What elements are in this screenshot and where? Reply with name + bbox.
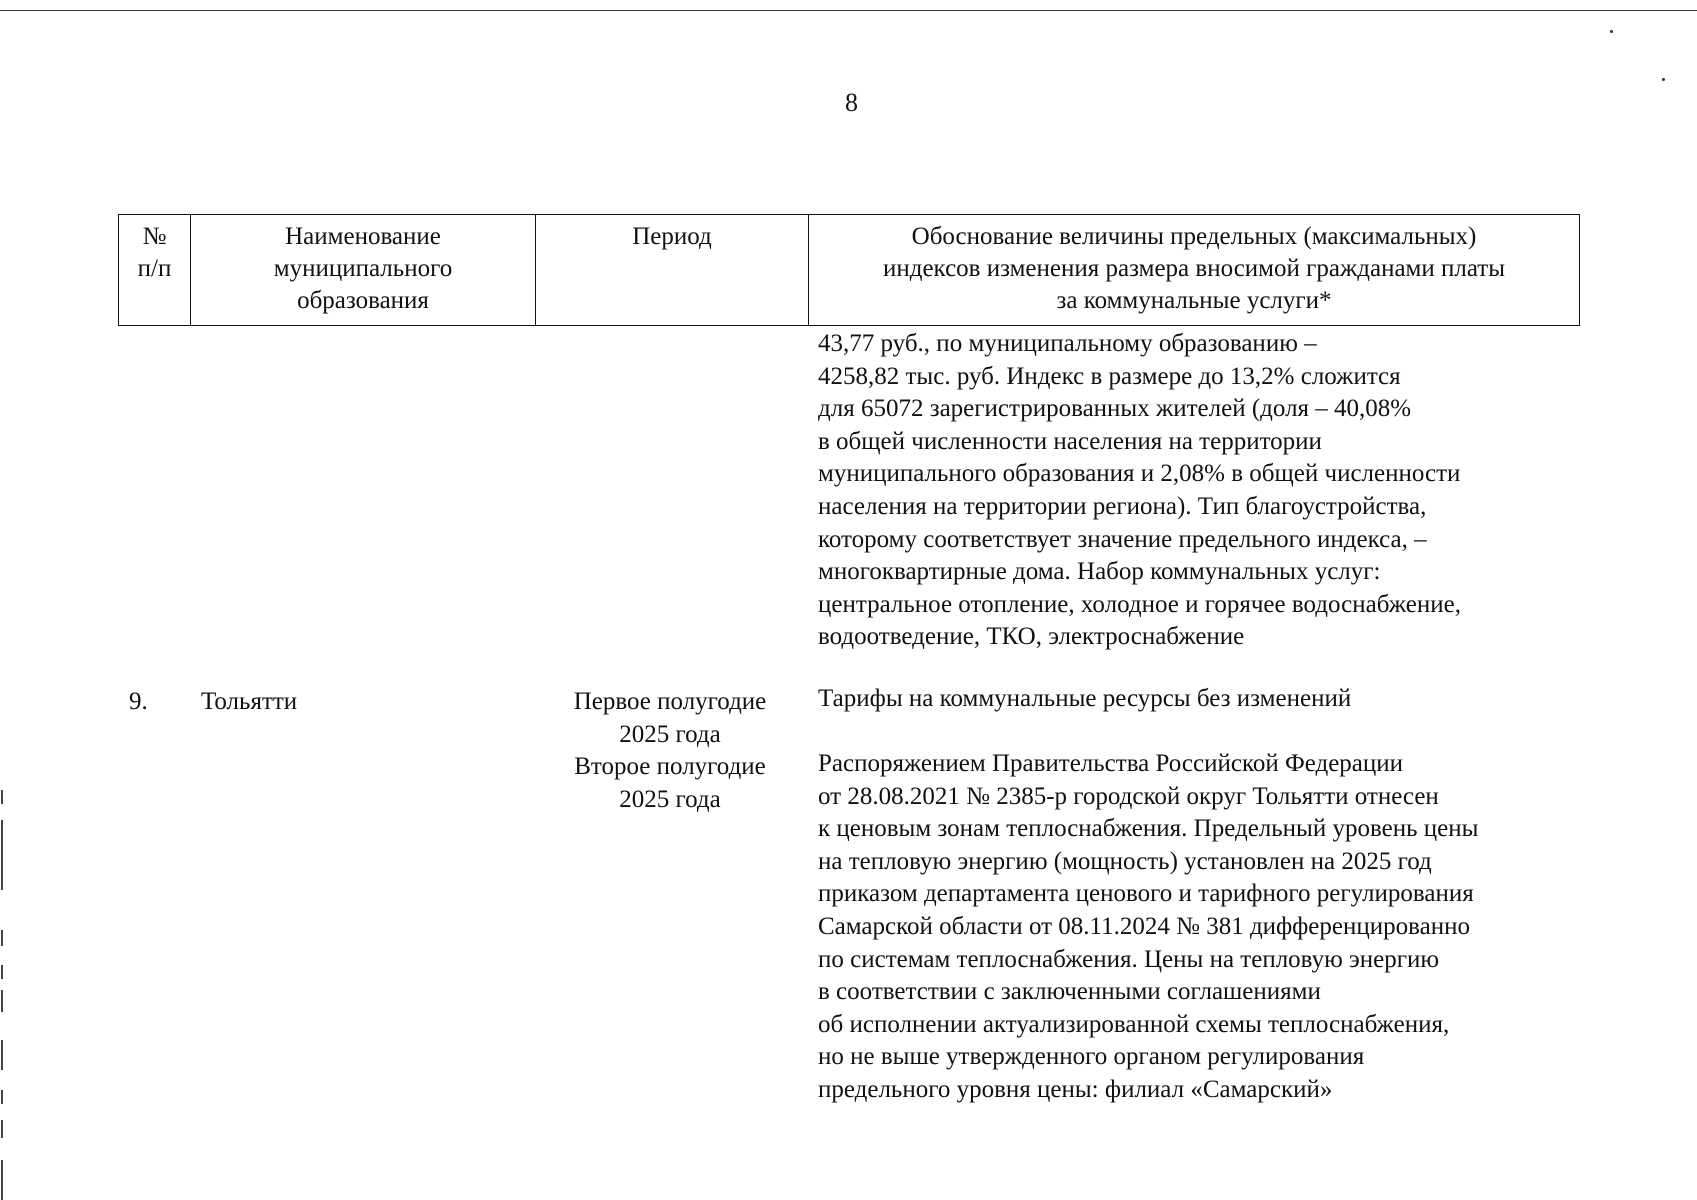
header-period-label: Период (632, 223, 712, 250)
scan-speck (1662, 78, 1665, 81)
top-scan-rule (0, 10, 1697, 11)
left-margin-scan-marks (0, 790, 4, 1200)
table-header (118, 214, 1580, 326)
text-line: муниципального образования и 2,08% в общей численности (818, 460, 1461, 488)
row-period-second-half (548, 751, 792, 816)
page-number: 8 (845, 88, 858, 117)
header-municipality-label: муниципального (273, 255, 453, 282)
text-line: по системам теплоснабжения. Цены на тепловую энергию (818, 945, 1440, 973)
text-line: для 65072 зарегистрированных жителей (доля – 40,08% (818, 395, 1412, 423)
header-number-label: п/п (137, 255, 172, 282)
text-line: но не выше утвержденного органом регулирования (818, 1043, 1365, 1071)
text-line: предельного уровня цены: филиал «Самарский» (818, 1075, 1333, 1103)
header-number-label: № (142, 223, 167, 250)
text-line: приказом департамента ценового и тарифного регулирования (818, 880, 1474, 908)
text-line: многоквартирные дома. Набор коммунальных услуг: (818, 558, 1381, 586)
header-municipality-label: Наименование (285, 223, 441, 250)
period-line: 2025 года (619, 785, 721, 813)
text-line: водоотведение, ТКО, электроснабжение (818, 623, 1245, 651)
text-line: 4258,82 тыс. руб. Индекс в размере до 13,2% сложится (818, 362, 1401, 390)
text-line: населения на территории региона). Тип благоустройства, (818, 492, 1427, 520)
header-number-cell (119, 215, 190, 325)
header-justification-label: индексов изменения размера вносимой гражданами платы (882, 255, 1506, 282)
row-period-first-half (548, 686, 792, 751)
text-line: Самарской области от 08.11.2024 № 381 дифференцированно (818, 912, 1470, 940)
text-line: Распоряжением Правительства Российской Федерации (818, 750, 1404, 777)
row-justification-heat-supply (818, 748, 1570, 1107)
text-line: на тепловую энергию (мощность) установлен на 2025 год (818, 847, 1432, 875)
period-line: Первое полугодие (573, 688, 767, 715)
text-line: в общей численности населения на территории (818, 427, 1322, 455)
row-justification-tariffs: Тарифы на коммунальные ресурсы без изменений (818, 685, 1352, 712)
row-municipality: Тольятти (201, 688, 298, 715)
header-justification-cell (808, 215, 1579, 325)
text-line: 43,77 руб., по муниципальному образованию – (818, 330, 1317, 357)
scan-speck (1610, 30, 1613, 33)
text-line: которому соответствует значение предельного индекса, – (818, 525, 1427, 553)
header-justification-label: Обоснование величины предельных (максимальных) (911, 223, 1477, 250)
header-period-cell (535, 215, 808, 325)
period-line: 2025 года (619, 720, 721, 748)
text-line: центральное отопление, холодное и горячее водоснабжение, (818, 590, 1461, 618)
header-municipality-label: образования (297, 287, 429, 314)
text-line: в соответствии с заключенными соглашениями (818, 978, 1321, 1006)
text-line: от 28.08.2021 № 2385-р городской округ Тольятти отнесен (818, 782, 1439, 810)
continuation-justification-text (818, 328, 1570, 654)
text-line: об исполнении актуализированной схемы теплоснабжения, (818, 1010, 1450, 1038)
text-line: к ценовым зонам теплоснабжения. Предельный уровень цены (818, 815, 1479, 843)
header-justification-label: за коммунальные услуги* (1056, 287, 1332, 314)
header-municipality-cell (190, 215, 535, 325)
row-number: 9. (129, 688, 148, 715)
period-line: Второе полугодие (574, 753, 766, 780)
